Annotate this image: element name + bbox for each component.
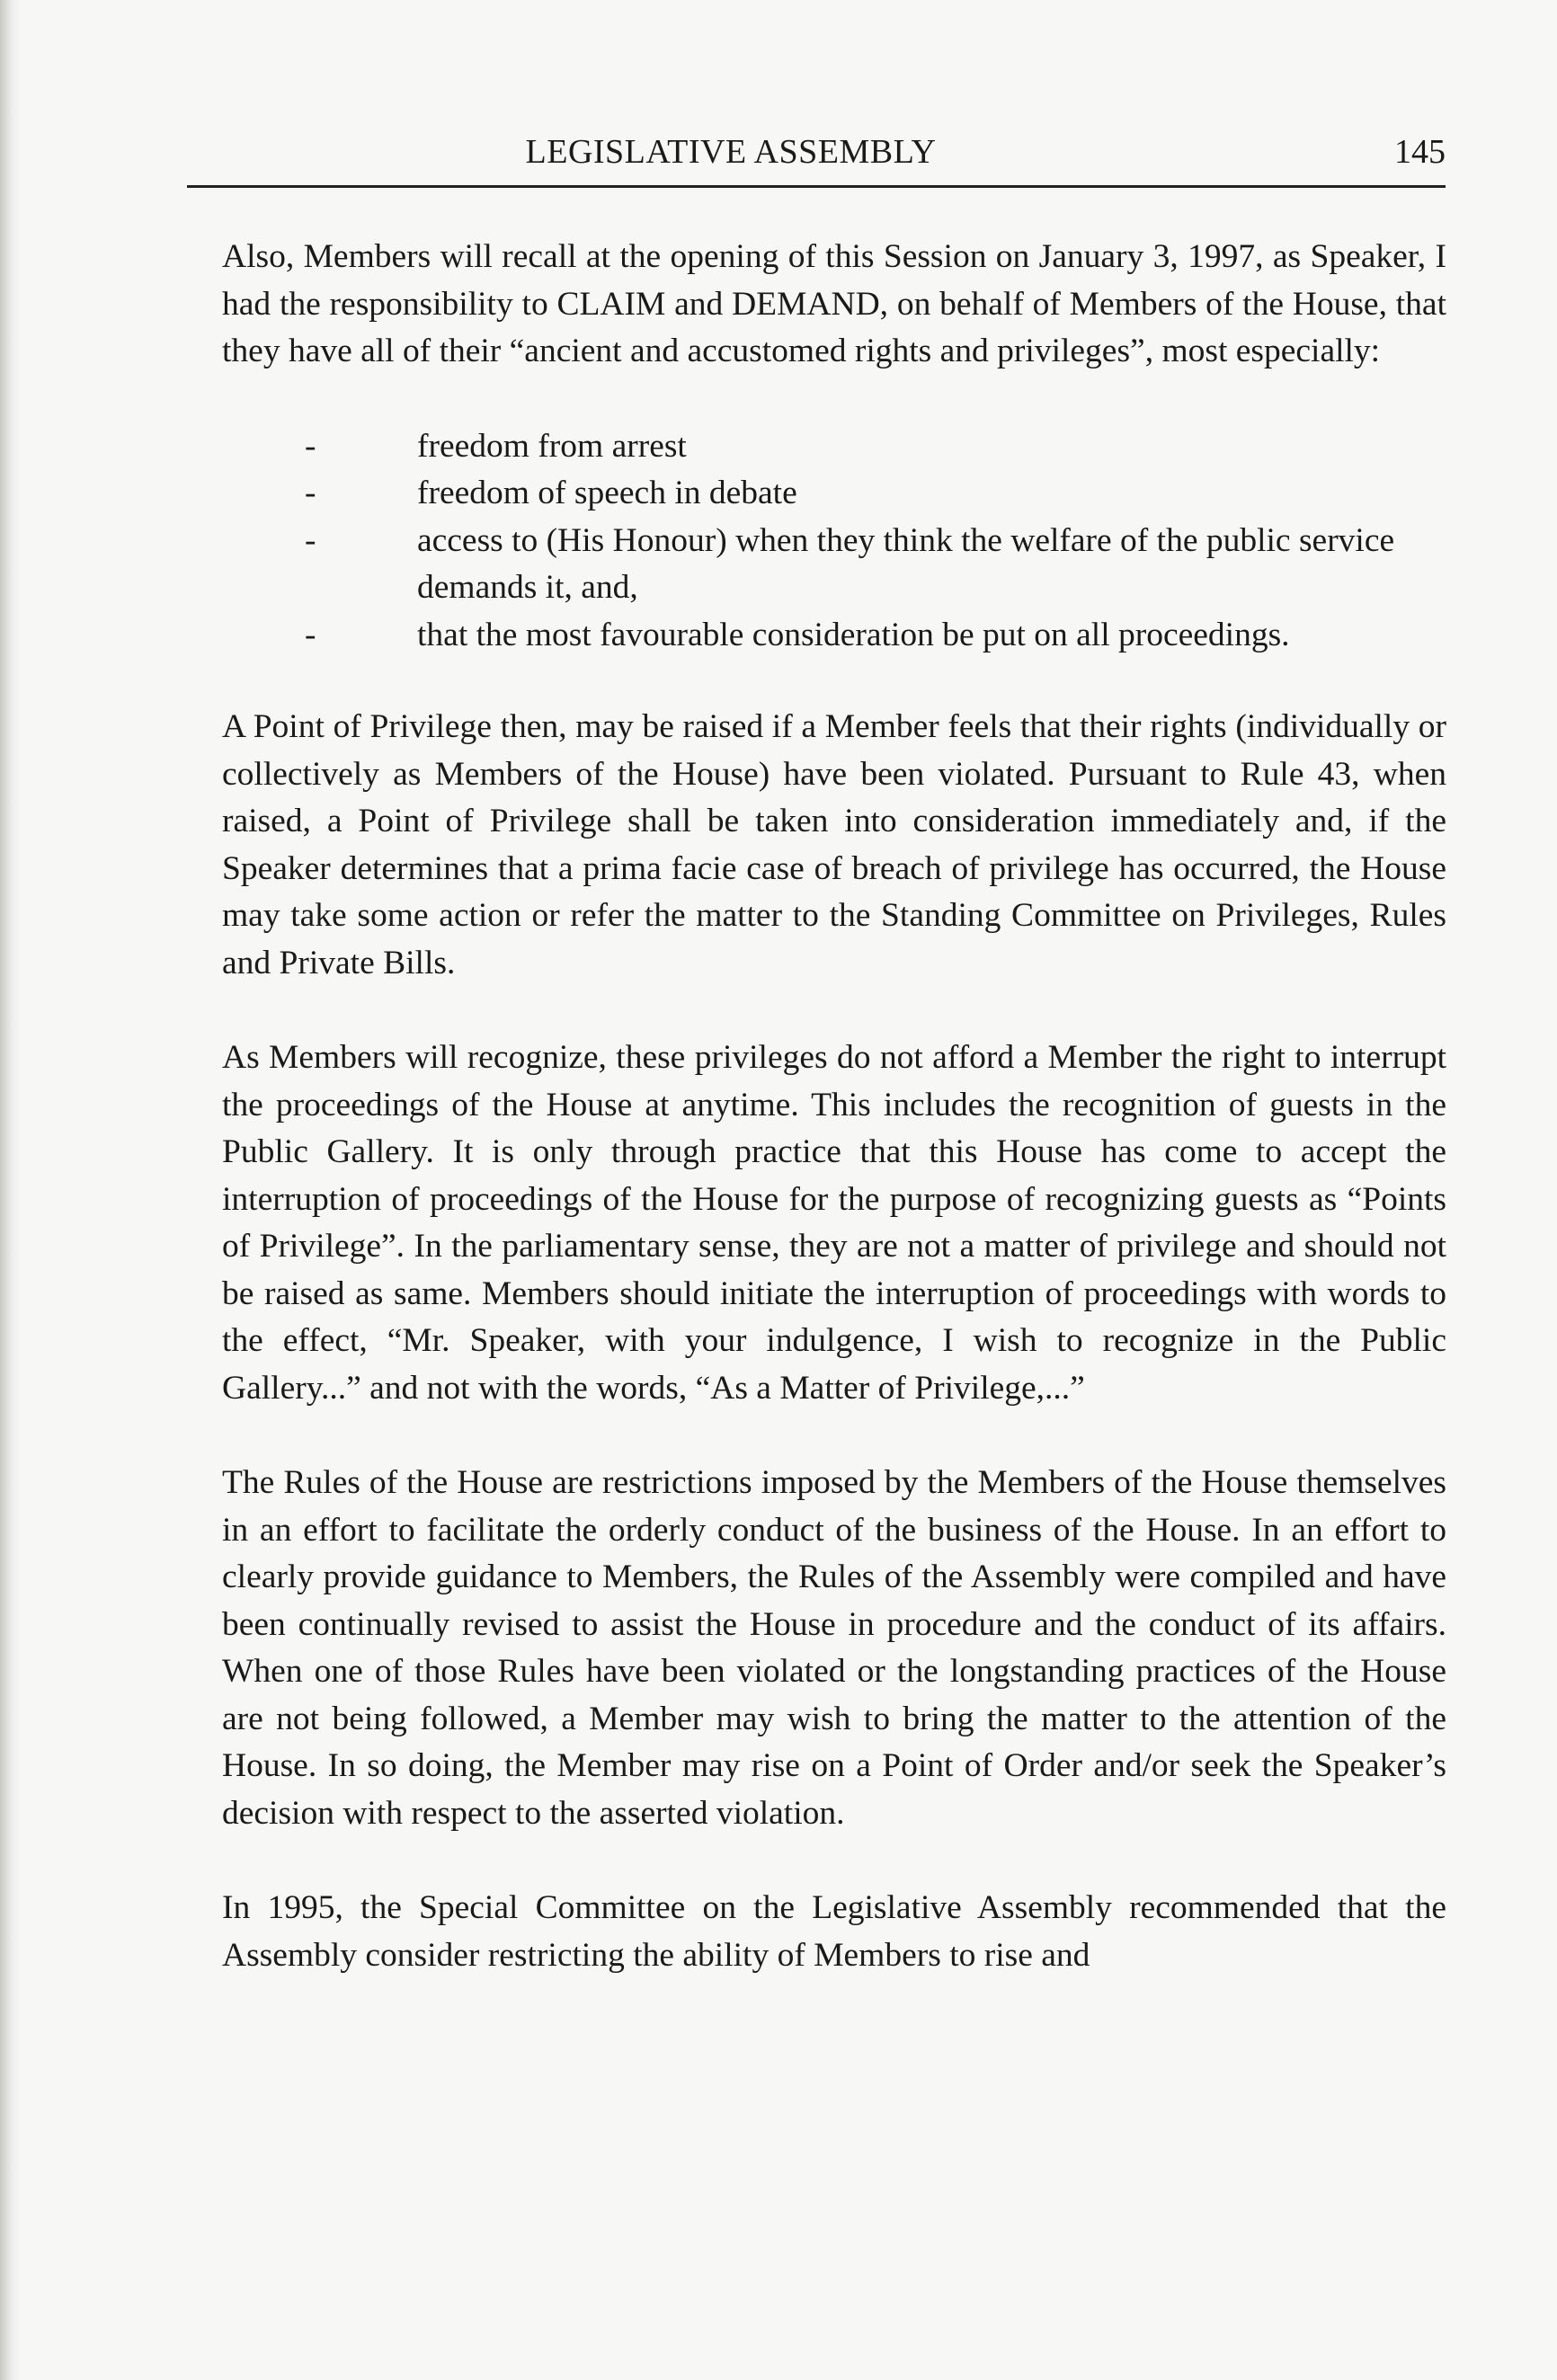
paragraph-special-committee: In 1995, the Special Committee on the Legislative Assembly recommended that the Assembly consider restricting the ability of Members to rise and (222, 1889, 1446, 1974)
page-body (222, 234, 1446, 2027)
list-item-text: freedom from arrest (417, 427, 687, 465)
paragraph-rules-of-the-house: The Rules of the House are restrictions imposed by the Members of the House themselves in an effort to facilitate the orderly conduct of the business of the House. In an effort to clearly provide guidance to Members, the Rules of the Assembly were compiled and have been continually revised to assist the House in procedure and the conduct of its affairs. When one of those Rules have been violated or the longstanding practices of the House are not being followed, a Member may wish to bring the matter to the attention of the House. In so doing, the Member may rise on a Point of Order and/or seek the Speaker’s decision with respect to the asserted violation. (222, 1464, 1446, 1832)
list-item (222, 518, 1446, 612)
list-dash: - (305, 616, 316, 653)
list-dash: - (305, 427, 316, 465)
running-header-title: LEGISLATIVE ASSEMBLY (525, 133, 937, 171)
list-item (222, 470, 1446, 518)
privileges-list (222, 423, 1446, 660)
paragraph-recognition-of-guests: As Members will recognize, these privileges do not afford a Member the right to interrupt the proceedings of the House at anytime. This includes the recognition of guests in the Public Gallery. It is only through practice that this House has come to accept the interruption of proceedings of the House for the purpose of recognizing guests as “Points of Privilege”. In the parliamentary sense, they are not a matter of privilege and should not be raised as same. Members should initiate the interruption of proceedings with words to the effect, “Mr. Speaker, with your indulgence, I wish to recognize in the Public Gallery...” and not with the words, “As a Matter of Privilege,...” (222, 1039, 1446, 1407)
paragraph-opening-session: Also, Members will recall at the opening of this Session on January 3, 1997, as Speaker, I had the responsibility to CLAIM and DEMAND, on behalf of Members of the House, that they have all of their “ancient and accustomed rights and privileges”, most especially: (222, 238, 1446, 369)
list-item (222, 612, 1446, 660)
list-dash: - (305, 521, 316, 559)
list-item (222, 423, 1446, 471)
running-header (187, 129, 1446, 182)
list-item-text: that the most favourable consideration be put on all proceedings. (417, 616, 1290, 653)
header-rule (187, 185, 1446, 188)
list-dash: - (305, 475, 316, 511)
page-edge-shadow (0, 0, 20, 2380)
list-item-text: access to (His Honour) when they think the welfare of the public service demands it, and, (417, 521, 1395, 606)
list-item-text: freedom of speech in debate (417, 475, 797, 511)
paragraph-point-of-privilege: A Point of Privilege then, may be raised if a Member feels that their rights (individually or collectively as Members of the House) have been violated. Pursuant to Rule 43, when raised, a Point of Privilege shall be taken into consideration immediately and, if the Speaker determines that a prima facie case of breach of privilege has occurred, the House may take some action or refer the matter to the Standing Committee on Privileges, Rules and Private Bills. (222, 708, 1446, 981)
page-number: 145 (1394, 133, 1446, 171)
